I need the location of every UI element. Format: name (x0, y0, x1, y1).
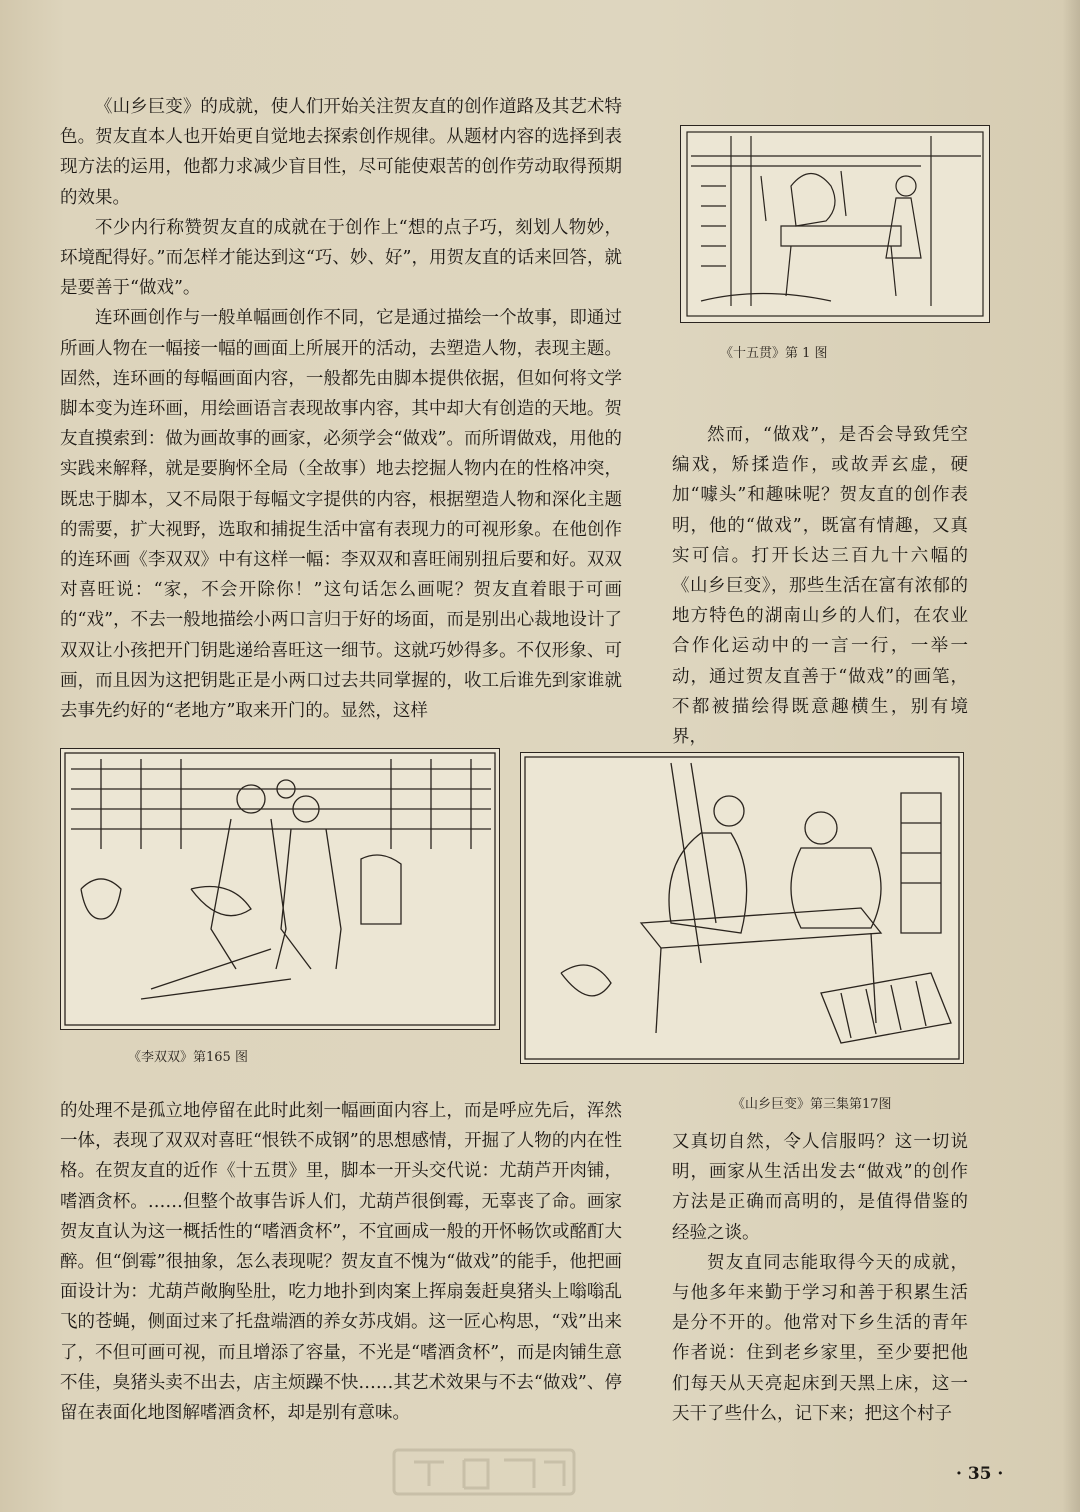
figure-caption: 《山乡巨变》第三集第17图 (732, 1097, 892, 1112)
watermark-logo (384, 1442, 584, 1502)
right-column-top (672, 420, 968, 752)
paragraph: 然而，“做戏”，是否会导致凭空编戏，矫揉造作，或故弄玄虚，硬加“噱头”和趣味呢？贺友直的创作表明，他的“做戏”，既富有情趣，又真实可信。打开长达三百九十六幅的《山乡巨变》，那些生活在富有浓郁的地方特色的湖南山乡的人们，在农业合作化运动中的一言一行，一举一动，通过贺友直善于“做戏”的画笔，不都被描绘得既意趣横生，别有境界， (672, 425, 968, 748)
line-drawing-shop-scene (681, 126, 989, 322)
figure-caption: 《十五贯》第 1 图 (720, 346, 828, 361)
line-drawing-couple-scene (61, 749, 499, 1029)
page-edge-shadow (1062, 0, 1080, 1512)
illustration-fifteen-strings (680, 125, 990, 323)
left-column-bottom (60, 1096, 622, 1428)
right-column-bottom (672, 1127, 968, 1429)
paragraph: 《山乡巨变》的成就，使人们开始关注贺友直的创作道路及其艺术特色。贺友直本人也开始更自觉地去探索创作规律。从题材内容的选择到表现方法的运用，他都力求减少盲目性，尽可能使艰苦的创作劳动取得预期的效果。 (60, 97, 622, 208)
illustration-great-changes (520, 752, 964, 1064)
left-column-top (60, 92, 622, 726)
paragraph: 连环画创作与一般单幅画创作不同，它是通过描绘一个故事，即通过所画人物在一幅接一幅的画面上所展开的活动，去塑造人物，表现主题。固然，连环画的每幅画面内容，一般都先由脚本提供依据，但如何将文学脚本变为连环画，用绘画语言表现故事内容，其中却大有创造的天地。贺友直摸索到：做为画故事的画家，必须学会“做戏”。而所谓做戏，用他的实践来解释，就是要胸怀全局（全故事）地去挖掘人物内在的性格冲突，既忠于脚本，又不局限于每幅文字提供的内容，根据塑造人物和深化主题的需要，扩大视野，选取和捕捉生活中富有表现力的可视形象。在他创作的连环画《李双双》中有这样一幅：李双双和喜旺闹别扭后要和好。双双对喜旺说：“家，不会开除你！”这句话怎么画呢？贺友直着眼于可画的“戏”，不去一般地描绘小两口言归于好的场面，而是别出心裁地设计了双双让小孩把开门钥匙递给喜旺这一细节。这就巧妙得多。不仅形象、可画，而且因为这把钥匙正是小两口过去共同掌握的，收工后谁先到家谁就去事先约好的“老地方”取来开门的。显然，这样 (60, 308, 622, 722)
paragraph: 又真切自然，令人信服吗？这一切说明，画家从生活出发去“做戏”的创作方法是正确而高明的，是值得借鉴的经验之谈。 (672, 1132, 968, 1243)
paragraph: 的处理不是孤立地停留在此时此刻一幅画面内容上，而是呼应先后，浑然一体，表现了双双对喜旺“恨铁不成钢”的思想感情，开掘了人物的内在性格。在贺友直的近作《十五贯》里，脚本一开头交代说：尤葫芦开肉铺，嗜酒贪杯。……但整个故事告诉人们，尤葫芦很倒霉，无辜丧了命。画家贺友直认为这一概括性的“嗜酒贪杯”，不宜画成一般的开怀畅饮或酩酊大醉。但“倒霉”很抽象，怎么表现呢？贺友直不愧为“做戏”的能手，他把画面设计为：尤葫芦敞胸坠肚，吃力地扑到肉案上挥扇轰赶臭猪头上嗡嗡乱飞的苍蝇，侧面过来了托盘端酒的养女苏戌娟。这一匠心构思，“戏”出来了，不但可画可视，而且增添了容量，不光是“嗜酒贪杯”，而是肉铺生意不佳，臭猪头卖不出去，店主烦躁不快……其艺术效果与不去“做戏”、停留在表面化地图解嗜酒贪杯，却是别有意味。 (60, 1101, 622, 1424)
paragraph: 贺友直同志能取得今天的成就，与他多年来勤于学习和善于积累生活是分不开的。他常对下乡生活的青年作者说：住到老乡家里，至少要把他们每天从天亮起床到天黑上床，这一天干了些什么，记下来；把这个村子 (672, 1252, 968, 1424)
illustration-li-shuangshuang (60, 748, 500, 1030)
line-drawing-table-scene (521, 753, 963, 1063)
page-number: · 35 · (956, 1464, 1004, 1484)
figure-caption: 《李双双》第165 图 (128, 1050, 248, 1065)
paragraph: 不少内行称赞贺友直的成就在于创作上“想的点子巧，刻划人物妙，环境配得好。”而怎样才能达到这“巧、妙、好”，用贺友直的话来回答，就是要善于“做戏”。 (60, 217, 622, 299)
